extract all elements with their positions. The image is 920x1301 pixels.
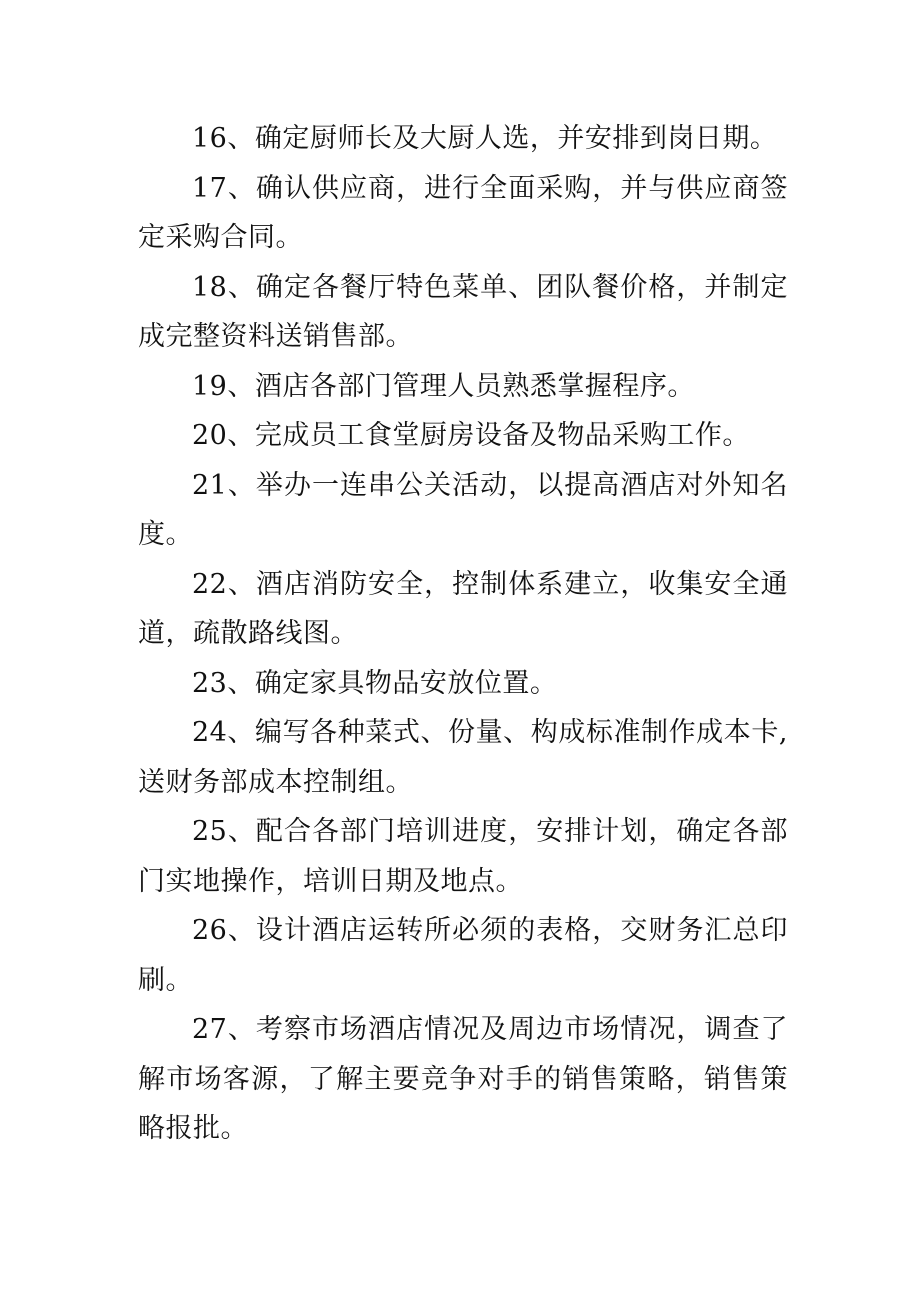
document-body [138, 114, 788, 1154]
paragraph-22: 22、酒店消防安全，控制体系建立，收集安全通道，疏散路线图。 [138, 568, 788, 649]
paragraph-20: 20、完成员工食堂厨房设备及物品采购工作。 [192, 420, 750, 451]
paragraph-26: 26、设计酒店运转所必须的表格，交财务汇总印刷。 [138, 915, 788, 996]
paragraph-24: 24、编写各种菜式、份量、构成标准制作成本卡,送财务部成本控制组。 [138, 717, 788, 798]
paragraph-21: 21、举办一连串公关活动，以提高酒店对外知名度。 [138, 469, 788, 550]
paragraph-25: 25、配合各部门培训进度，安排计划，确定各部门实地操作，培训日期及地点。 [138, 816, 788, 897]
paragraph-18: 18、确定各餐厅特色菜单、团队餐价格，并制定成完整资料送销售部。 [138, 271, 788, 352]
paragraph-27: 27、考察市场酒店情况及周边市场情况，调查了解市场客源，了解主要竞争对手的销售策略，销售策略报批。 [138, 1014, 788, 1144]
paragraph-16: 16、确定厨师长及大厨人选，并安排到岗日期。 [192, 123, 778, 154]
paragraph-17: 17、确认供应商，进行全面采购，并与供应商签定采购合同。 [138, 172, 788, 253]
paragraph-23: 23、确定家具物品安放位置。 [192, 667, 558, 699]
paragraph-19: 19、酒店各部门管理人员熟悉掌握程序。 [192, 370, 695, 402]
